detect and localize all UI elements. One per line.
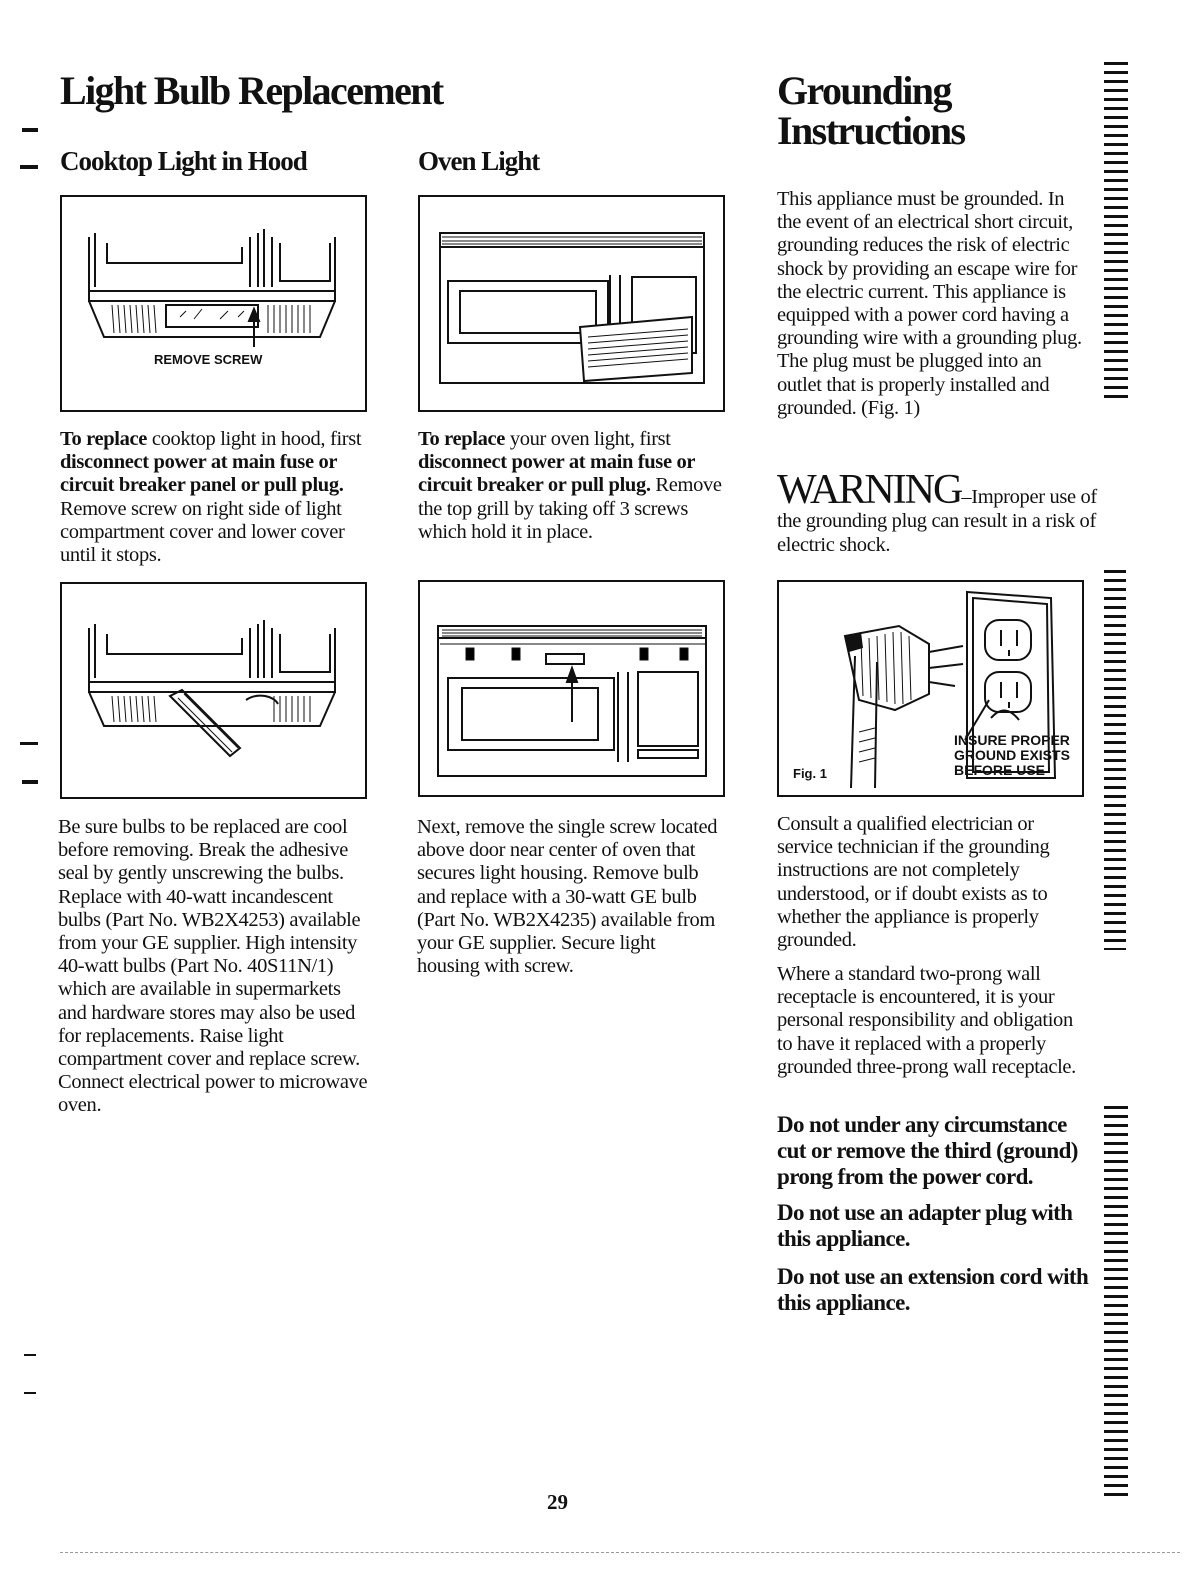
warning-extension-cord: Do not use an extension cord with this appliance. [777, 1264, 1089, 1315]
page-title: Light Bulb Replacement [60, 68, 443, 113]
fig-1-note-line2: GROUND EXISTS [954, 747, 1070, 763]
cooktop-heading: Cooktop Light in Hood [60, 146, 307, 176]
cooktop-figure-1 [60, 195, 367, 412]
fig-1-note-line3: BEFORE USE [954, 762, 1046, 778]
fig-1-label: Fig. 1 [793, 766, 827, 781]
oven-figure-1 [418, 195, 725, 412]
oven-light-housing-diagram [420, 582, 723, 795]
fig-1-grounding-plug [777, 580, 1084, 797]
margin-mark [22, 128, 38, 132]
margin-mark [22, 780, 38, 784]
grounding-heading-line2: Instructions [777, 108, 965, 153]
grounding-intro: This appliance must be grounded. In the event of an electrical short circuit, grounding reduces the risk of electric shock by providing an escape wire for the electric current. This appliance is equipped with a power cord having a grounding wire with a grounding plug. The plug must be plugged into an outlet that is properly installed and grounded. (Fig. 1) [777, 188, 1082, 419]
warning-ground-prong: Do not under any circumstance cut or remove the third (ground) prong from the power cord. [777, 1112, 1078, 1189]
oven-warning: disconnect power at main fuse or circuit breaker or pull plug. [418, 451, 695, 497]
page-number: 29 [547, 1490, 568, 1514]
fig-1-note [954, 733, 1070, 778]
bottom-rule [60, 1552, 1180, 1553]
cooktop-figure-2 [60, 582, 367, 799]
grounding-warning [777, 467, 1097, 557]
grounding-heading-line1: Grounding [777, 68, 951, 113]
grounding-consult: Consult a qualified electrician or service technician if the grounding instructions are not completely understood, or if doubt exists as to whether the appliance is properly grounded. [777, 813, 1050, 952]
margin-mark [20, 742, 38, 745]
hood-light-diagram [62, 197, 365, 410]
oven-grill-removal-diagram [420, 197, 723, 410]
oven-text-a: your oven light, first [505, 428, 671, 450]
cooktop-text-b: Remove screw on right side of light compartment cover and lower cover until it stops. [60, 497, 345, 567]
right-margin-ticks [1104, 62, 1132, 1502]
warning-word: WARNING [777, 467, 962, 513]
margin-mark [24, 1354, 36, 1356]
grounding-two-prong: Where a standard two-prong wall receptacle is encountered, it is your personal responsibility and obligation to have it replaced with a properly grounded three-prong wall receptacle. [777, 963, 1076, 1078]
oven-heading: Oven Light [418, 146, 540, 176]
warning-adapter-plug: Do not use an adapter plug with this appliance. [777, 1200, 1073, 1251]
remove-screw-caption: REMOVE SCREW [154, 352, 263, 367]
cooktop-bulb-info: Be sure bulbs to be replaced are cool before removing. Break the adhesive seal by gently unscrewing the bulbs. Replace with 40-watt incandescent bulbs (Part No. WB2X4253) available from your GE supplier. High intensity 40-watt bulbs (Part No. 40S11N/1) which are available in supermarkets and hardware stores may also be used for replacements. Raise light compartment cover and replace screw. Connect electrical power to microwave oven. [58, 816, 368, 1117]
margin-mark [20, 165, 38, 169]
fig-1-note-line1: INSURE PROPER [954, 732, 1070, 748]
cooktop-text-a: cooktop light in hood, first [147, 428, 362, 450]
oven-lead: To replace [418, 428, 506, 450]
oven-instructions [418, 428, 723, 544]
cooktop-instructions [60, 428, 365, 567]
margin-mark [24, 1392, 36, 1394]
warning-text: –Improper use of the grounding plug can result in a risk of electric shock. [777, 486, 1097, 556]
oven-figure-2 [418, 580, 725, 797]
cooktop-lead: To replace [60, 428, 148, 450]
hood-cover-lowered-diagram [62, 584, 365, 797]
oven-text-b: Remove the top grill by taking off 3 screws which hold it in place. [418, 474, 722, 543]
oven-bulb-info: Next, remove the single screw located above door near center of oven that secures light housing. Remove bulb and replace with a 30-watt GE bulb (Part No. WB2X4235) available from your GE supplier. Secure light housing with screw. [417, 816, 718, 978]
cooktop-warning: disconnect power at main fuse or circuit breaker panel or pull plug. [60, 451, 344, 497]
